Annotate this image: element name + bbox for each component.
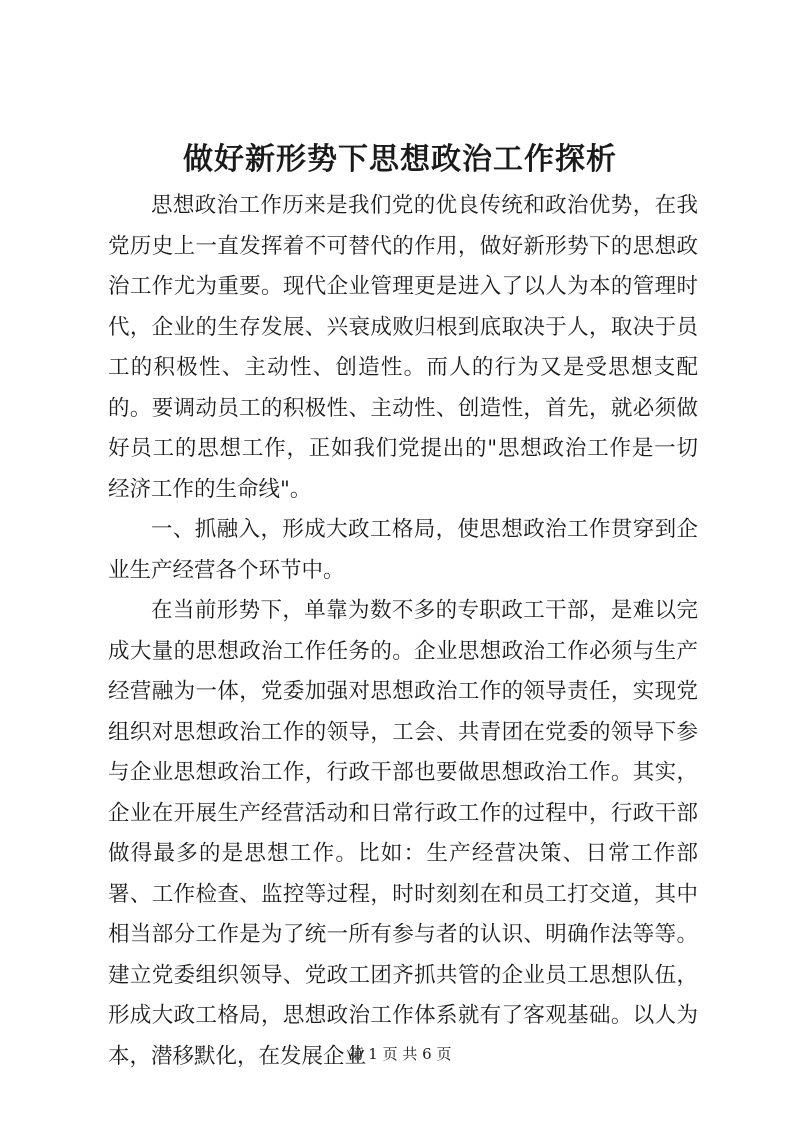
document-body (108, 186, 698, 1077)
paragraph-section-heading: 一、抓融入，形成大政工格局，使思想政治工作贯穿到企业生产经营各个环节中。 (108, 517, 698, 583)
page-number-footer: 第 1 页 共 6 页 (348, 1045, 452, 1063)
paragraph-intro: 思想政治工作历来是我们党的优良传统和政治优势，在我党历史上一直发挥着不可替代的作用，做好新形势下的思想政治工作尤为重要。现代企业管理更是进入了以人为本的管理时代，企业的生存发展、兴衰成败归根到底取决于人，取决于员工的积极性、主动性、创造性。而人的行为又是受思想支配的。要调动员工的积极性、主动性、创造性，首先，就必须做好员工的思想工作，正如我们党提出的"思想政治工作是一切经济工作的生命线"。 (108, 193, 698, 502)
paragraph-section-body: 在当前形势下，单靠为数不多的专职政工干部，是难以完成大量的思想政治工作任务的。企业思想政治工作必须与生产经营融为一体，党委加强对思想政治工作的领导责任，实现党组织对思想政治工作的领导，工会、共青团在党委的领导下参与企业思想政治工作，行政干部也要做思想政治工作。其实，企业在开展生产经营活动和日常行政工作的过程中，行政干部做得最多的是思想工作。比如：生产经营决策、日常工作部署、工作检查、监控等过程，时时刻刻在和员工打交道，其中相当部分工作是为了统一所有参与者的认识、明确作法等等。建立党委组织领导、党政工团齐抓共管的企业员工思想队伍，形成大政工格局，思想政治工作体系就有了客观基础。以人为本，潜移默化，在发展企业 (108, 598, 698, 1069)
page-title: 做好新形势下思想政治工作探析 (183, 142, 617, 177)
